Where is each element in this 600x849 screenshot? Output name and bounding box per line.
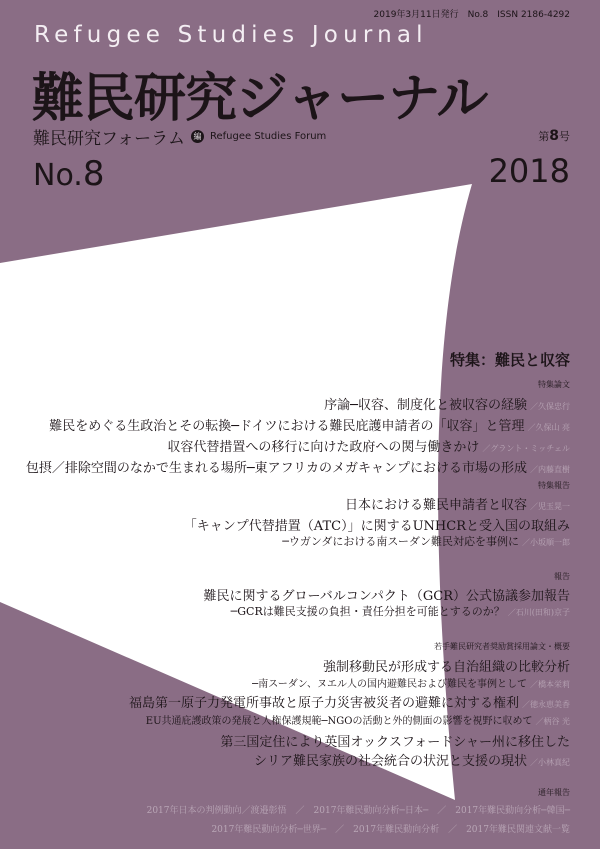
feature-title: 特集：難民と収容 (449, 351, 570, 369)
editor-badge-icon: 編 (191, 130, 204, 143)
english-title: Refugee Studies Journal (34, 22, 428, 48)
section-label: 報告 (554, 572, 570, 581)
toc-subtitle: ─南スーダン、ヌエル人の国内避難民および難民を事例として ／橋本栄莉 (252, 679, 570, 690)
section-label: 通年報告 (538, 788, 570, 797)
toc-subtitle: ─GCRは難民支援の負担・責任分担を可能とするのか？ ／石川(田和)京子 (230, 605, 570, 618)
toc-subtitle: ─ウガンダにおける南スーダン難民対応を事例に ／小坂順一郎 (282, 535, 570, 548)
regular-report-line: 2017年日本の判例動向／渡邉彰悟 ／ 2017年難民動向分析─日本─ ／ 2017年難民動向分析─韓国─ (146, 806, 570, 816)
toc-item: 難民に関するグローバルコンパクト（GCR）公式協議参加報告 (203, 589, 570, 604)
publisher-name: 難民研究フォーラム (33, 129, 185, 149)
section-label: 特集報告 (538, 481, 570, 490)
issue-number: No.8 (33, 154, 105, 194)
journal-title: 難民研究ジャーナル (32, 68, 488, 129)
toc-item: 強制移動民が形成する自治組織の比較分析 (322, 660, 570, 675)
toc-item: 収容代替措置への移行に向けた政府への関与働きかけ ／グラント・ミッチェル (167, 440, 570, 455)
section-label: 特集論文 (538, 380, 570, 389)
regular-report-line: 2017年難民動向分析─世界─ ／ 2017年難民動向分析 ／ 2017年難民関連文献一覧 (211, 825, 570, 835)
publisher-name-en: Refugee Studies Forum (209, 131, 327, 142)
publisher-row (33, 124, 326, 149)
toc-item: 第三国定住により英国オックスフォードシャー州に移住した (220, 735, 570, 750)
section-label: 若手難民研究者奨励賞採用論文・概要 (434, 642, 570, 651)
issue-meta: 2019年3月11日発行 No.8 ISSN 2186-4292 (373, 10, 570, 20)
toc-item: 序論─収容、制度化と被収容の経験 ／久保忠行 (324, 398, 570, 413)
volume-label: 第8号 (538, 128, 570, 144)
toc-item: 福島第一原子力発電所事故と原子力災害被災者の避難に対する権利 ／徳永恵美香 (128, 696, 570, 711)
toc-item: 包摂／排除空間のなかで生まれる場所─東アフリカのメガキャンプにおける市場の形成 ／内藤直樹 (25, 461, 570, 476)
toc-item: EU共通庇護政策の発展と人権保護規範─NGOの活動と外的側面の影響を視野に収めて ／柄谷 光 (145, 716, 570, 727)
toc-item: シリア難民家族の社会統合の状況と支援の現状 ／小林真紀 (253, 754, 570, 769)
toc-item: 「キャンプ代替措置（ATC）」に関するUNHCRと受入国の取組み (183, 519, 570, 534)
toc-item: 難民をめぐる生政治とその転換─ドイツにおける難民庇護申請者の「収容」と管理 ／久保山 亮 (49, 419, 570, 434)
toc-item: 日本における難民申請者と収容 ／児玉晃一 (344, 498, 570, 513)
issue-year: 2018 (488, 152, 570, 190)
